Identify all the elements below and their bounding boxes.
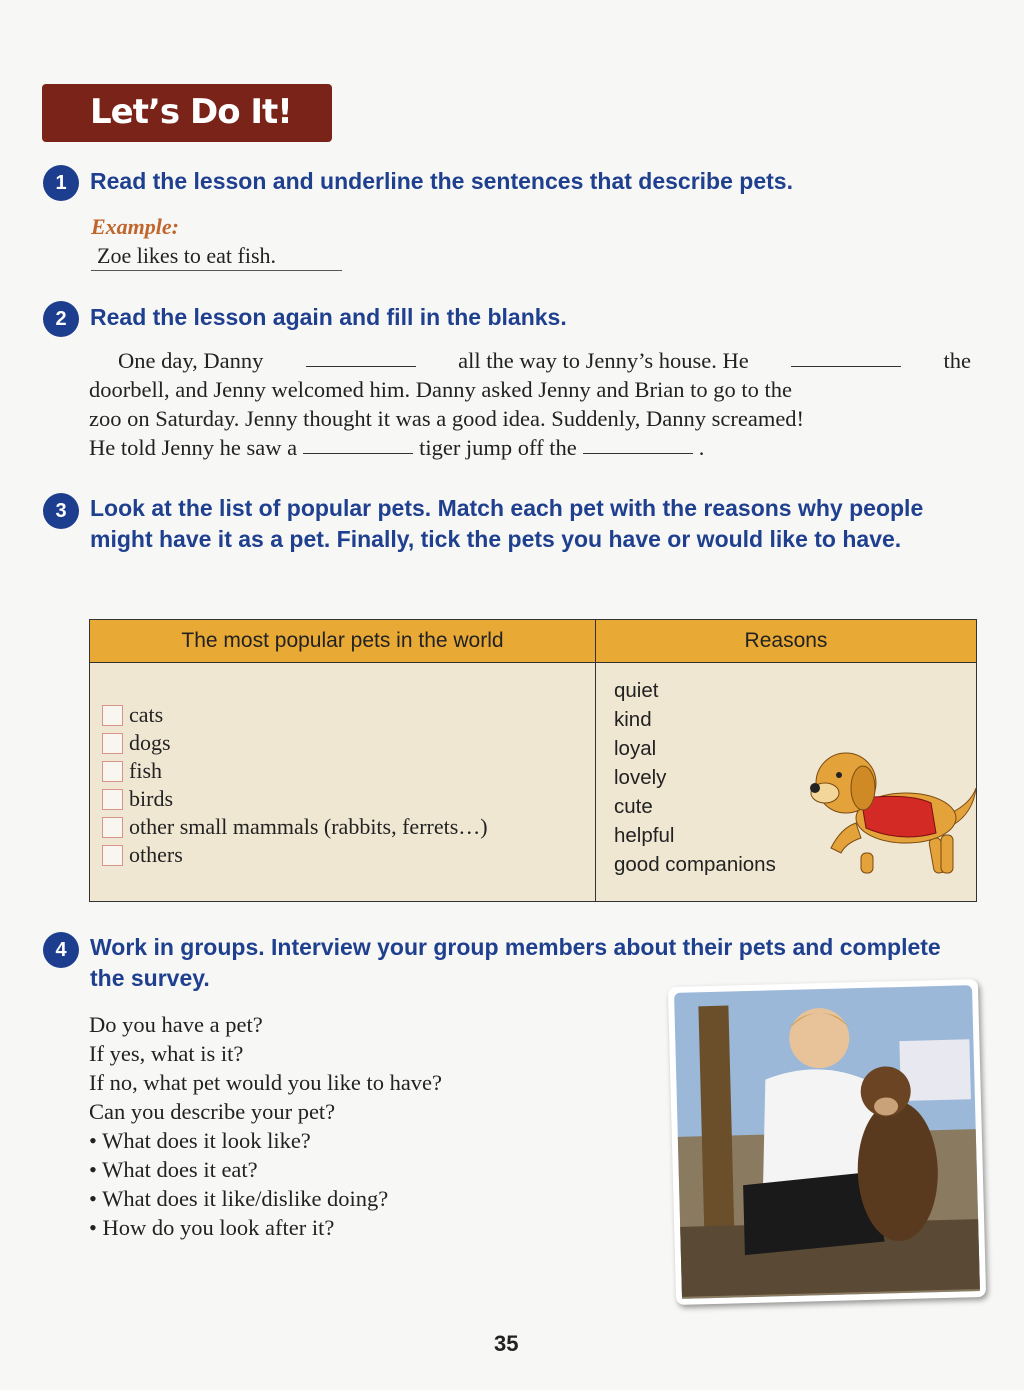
survey-question: If yes, what is it? [89, 1041, 244, 1066]
survey-question: If no, what pet would you like to have? [89, 1070, 443, 1095]
survey-questions [89, 1010, 442, 1242]
survey-question: • What does it eat? [89, 1157, 258, 1182]
cartoon-dog-illustration [801, 743, 981, 878]
blank-3[interactable] [303, 433, 413, 454]
blank-4[interactable] [583, 433, 693, 454]
example-sentence: Zoe likes to eat fish. [91, 242, 342, 271]
pet-checkbox[interactable] [102, 845, 123, 866]
pet-label: cats [129, 702, 164, 727]
reasons-list [596, 663, 977, 902]
survey-question: • What does it like/dislike doing? [89, 1186, 389, 1211]
survey-question: • How do you look after it? [89, 1215, 335, 1240]
pets-list [90, 663, 596, 902]
passage-text: all the way to Jenny’s house. He [458, 348, 749, 373]
pet-checkbox[interactable] [102, 789, 123, 810]
pets-table [89, 619, 977, 902]
reason-item: lovely [614, 766, 667, 789]
passage-text: doorbell, and Jenny welcomed him. Danny asked Jenny and Brian to go to the [89, 377, 792, 402]
pet-checkbox[interactable] [102, 705, 123, 726]
reason-item: quiet [614, 679, 659, 702]
pet-checkbox[interactable] [102, 817, 123, 838]
passage-text: the [943, 348, 971, 373]
survey-question: • What does it look like? [89, 1128, 311, 1153]
pet-checkbox[interactable] [102, 733, 123, 754]
banner-title: Let’s Do It! [90, 92, 292, 132]
pets-column-header: The most popular pets in the world [90, 620, 596, 663]
section-1-heading: Read the lesson and underline the sentences that describe pets. [90, 168, 793, 194]
section-4-heading: Work in groups. Interview your group members about their pets and complete the survey. [90, 934, 941, 991]
survey-question: Can you describe your pet? [89, 1099, 336, 1124]
reason-item: loyal [614, 737, 657, 760]
passage-text: One day, Danny [118, 348, 264, 373]
passage-text: zoo on Saturday. Jenny thought it was a good idea. Suddenly, Danny screamed! [89, 406, 805, 431]
pet-label: dogs [129, 730, 171, 755]
reason-item: good companions [614, 853, 776, 876]
section-number-3: 3 [43, 493, 79, 529]
pet-label: other small mammals (rabbits, ferrets…) [129, 814, 488, 839]
passage-text: tiger jump off the [419, 435, 577, 460]
page-number: 35 [494, 1331, 519, 1356]
pet-checkbox[interactable] [102, 761, 123, 782]
survey-question: Do you have a pet? [89, 1012, 263, 1037]
reason-item: helpful [614, 824, 675, 847]
pet-label: birds [129, 786, 173, 811]
section-3-heading: Look at the list of popular pets. Match each pet with the reasons why people might have it as a pet. Finally, tick the pets you have or would like to have. [90, 495, 924, 552]
reason-item: cute [614, 795, 653, 818]
passage-text: He told Jenny he saw a [89, 435, 298, 460]
lets-do-it-banner [42, 84, 332, 142]
section-number-2: 2 [43, 301, 79, 337]
reasons-column-header: Reasons [596, 620, 977, 663]
section-number-1: 1 [43, 165, 79, 201]
pet-label: others [129, 842, 183, 867]
pet-label: fish [129, 758, 162, 783]
reason-item: kind [614, 708, 652, 731]
fill-in-passage [89, 346, 971, 462]
passage-text: . [698, 435, 705, 460]
boy-with-dog-photo [668, 979, 986, 1305]
section-number-4: 4 [43, 932, 79, 968]
section-2-heading: Read the lesson again and fill in the blanks. [90, 304, 567, 330]
example-label: Example: [91, 214, 179, 239]
blank-2[interactable] [791, 346, 901, 367]
blank-1[interactable] [306, 346, 416, 367]
